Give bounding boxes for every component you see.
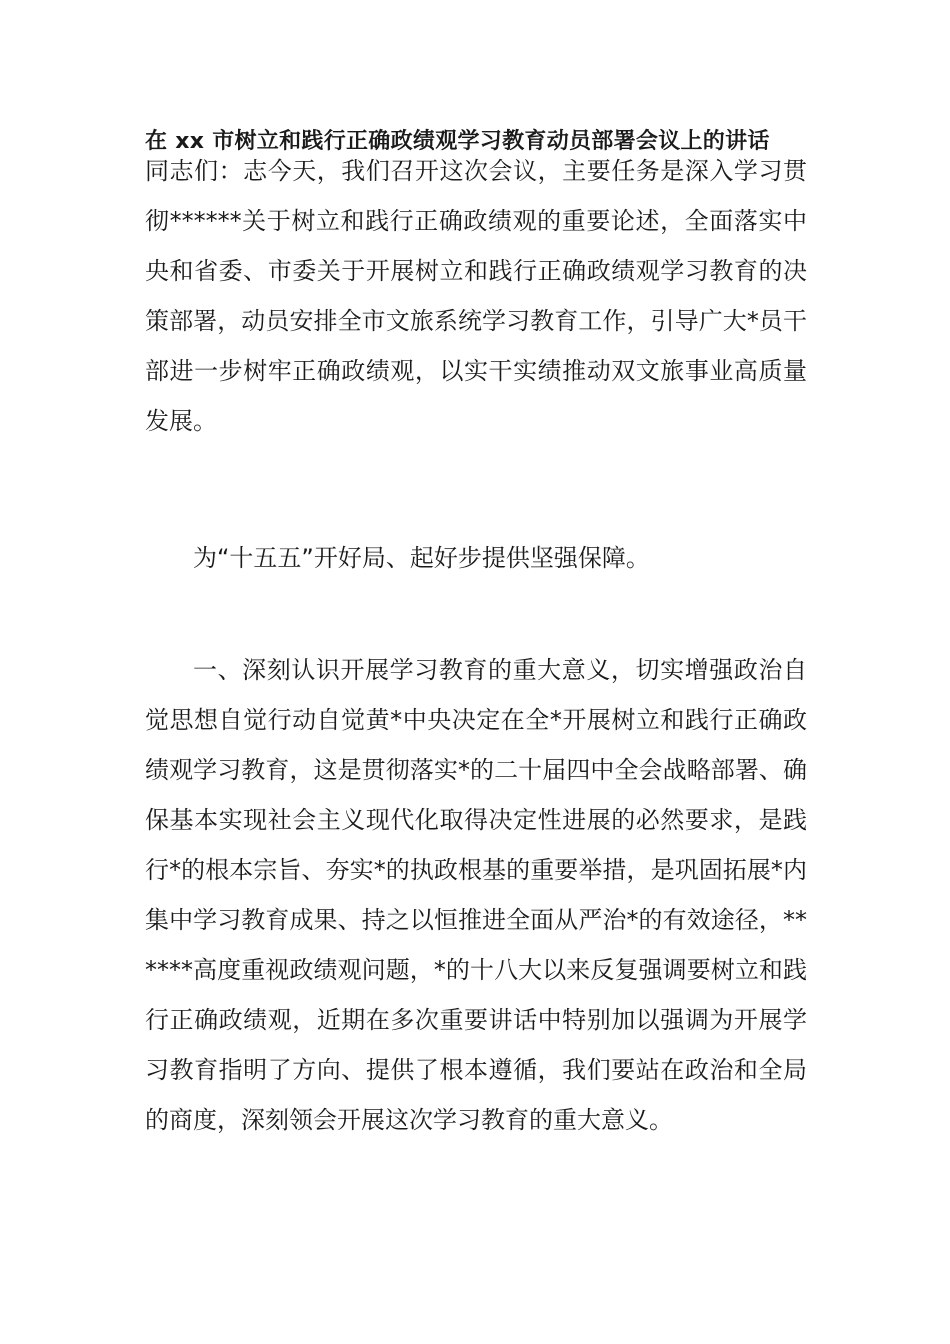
paragraph-opening: 同志们：志今天，我们召开这次会议，主要任务是深入学习贯彻******关于树立和践行正确政绩观的重要论述，全面落实中央和省委、市委关于开展树立和践行正确政绩观学习教育的决策部署，动员安排全市文旅系统学习教育工作，引导广大*员干部进一步树牢正确政绩观，以实干实绩推动双文旅事业高质量发展。: [145, 157, 807, 435]
paragraph-section-one: 一、深刻认识开展学习教育的重大意义，切实增强政治自觉思想自觉行动自觉黄*中央决定在全*开展树立和践行正确政绩观学习教育，这是贯彻落实*的二十届四中全会战略部署、确保基本实现社会主义现代化取得决定性进展的必然要求，是践行*的根本宗旨、夯实*的执政根基的重要举措，是巩固拓展*内集中学习教育成果、持之以恒推进全面从严治*的有效途径，******高度重视政绩观问题，*的十八大以来反复强调要树立和践行正确政绩观，近期在多次重要讲话中特别加以强调为开展学习教育指明了方向、提供了根本遵循，我们要站在政治和全局的商度，深刻领会开展这次学习教育的重大意义。: [145, 656, 807, 1134]
document-title: 在 xx 市树立和践行正确政绩观学习教育动员部署会议上的讲话: [145, 129, 770, 154]
paragraph-safeguard: 为“十五五”开好局、起好步提供坚强保障。: [193, 544, 650, 572]
